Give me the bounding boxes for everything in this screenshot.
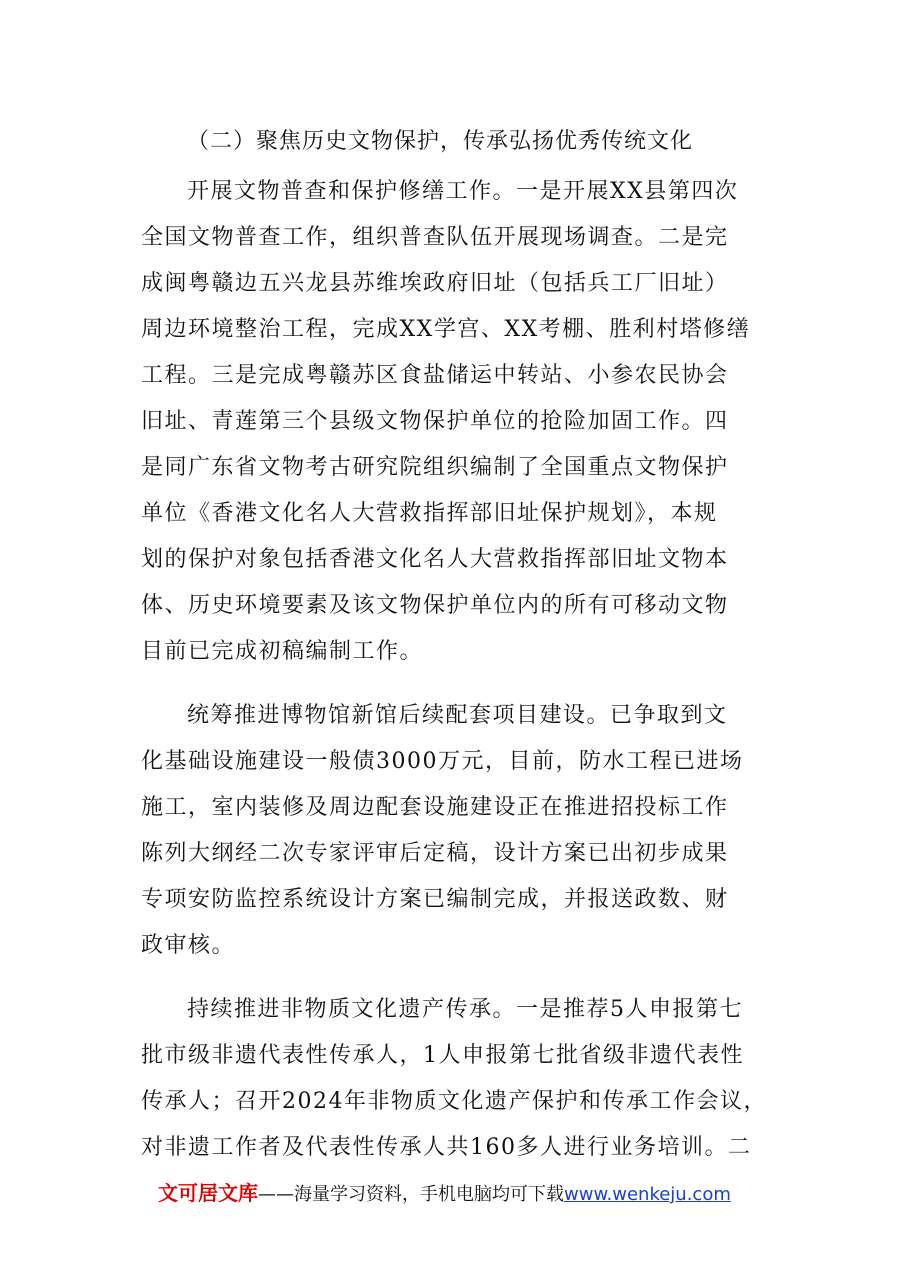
footer-website-link[interactable]: www.wenkeju.com <box>564 1184 731 1205</box>
paragraph-line: 化基础设施建设一般债3000万元，目前，防水工程已进场 <box>141 749 744 774</box>
paragraph-line: 单位《香港文化名人大营救指挥部旧址保护规划》，本规 <box>141 501 718 526</box>
section-heading: （二）聚焦历史文物保护，传承弘扬优秀传统文化 <box>187 129 694 154</box>
paragraph-line: 陈列大纲经二次专家评审后定稿，设计方案已出初步成果 <box>141 841 729 866</box>
paragraph-line: 政审核。 <box>141 933 236 958</box>
paragraph-line: 旧址、青莲第三个县级文物保护单位的抢险加固工作。四 <box>141 409 729 434</box>
paragraph-line: 施工，室内装修及周边配套设施建设正在推进招投标工作 <box>141 795 729 820</box>
paragraph-line: 是同广东省文物考古研究院组织编制了全国重点文物保护 <box>141 455 729 480</box>
paragraph-line: 批市级非遗代表性传承人，1人申报第七批省级非遗代表性 <box>141 1043 744 1068</box>
footer-description: ——海量学习资料，手机电脑均可下载 <box>258 1184 564 1205</box>
paragraph-line: 成闽粤赣边五兴龙县苏维埃政府旧址（包括兵工厂旧址） <box>141 271 729 296</box>
paragraph-line: 周边环境整治工程，完成XX学宫、XX考棚、胜利村塔修缮 <box>141 317 751 342</box>
paragraph-line: 持续推进非物质文化遗产传承。一是推荐5人申报第七 <box>187 997 743 1022</box>
footer-brand: 文可居文库 <box>158 1181 258 1205</box>
paragraph-line: 开展文物普查和保护修缮工作。一是开展XX县第四次 <box>187 179 739 204</box>
paragraph-line: 统筹推进博物馆新馆后续配套项目建设。已争取到文 <box>187 703 728 728</box>
paragraph-line: 对非遗工作者及代表性传承人共160多人进行业务培训。二 <box>141 1135 752 1160</box>
paragraph-line: 工程。三是完成粤赣苏区食盐储运中转站、小参农民协会 <box>141 363 729 388</box>
paragraph-line: 目前已完成初稿编制工作。 <box>141 639 424 664</box>
paragraph-line: 体、历史环境要素及该文物保护单位内的所有可移动文物 <box>141 593 729 618</box>
paragraph-line: 传承人；召开2024年非物质文化遗产保护和传承工作会议， <box>141 1089 767 1114</box>
paragraph-line: 专项安防监控系统设计方案已编制完成，并报送政数、财 <box>141 887 729 912</box>
paragraph-line: 划的保护对象包括香港文化名人大营救指挥部旧址文物本 <box>141 547 729 572</box>
paragraph-line: 全国文物普查工作，组织普查队伍开展现场调查。二是完 <box>141 225 729 250</box>
page-footer <box>158 1178 731 1210</box>
